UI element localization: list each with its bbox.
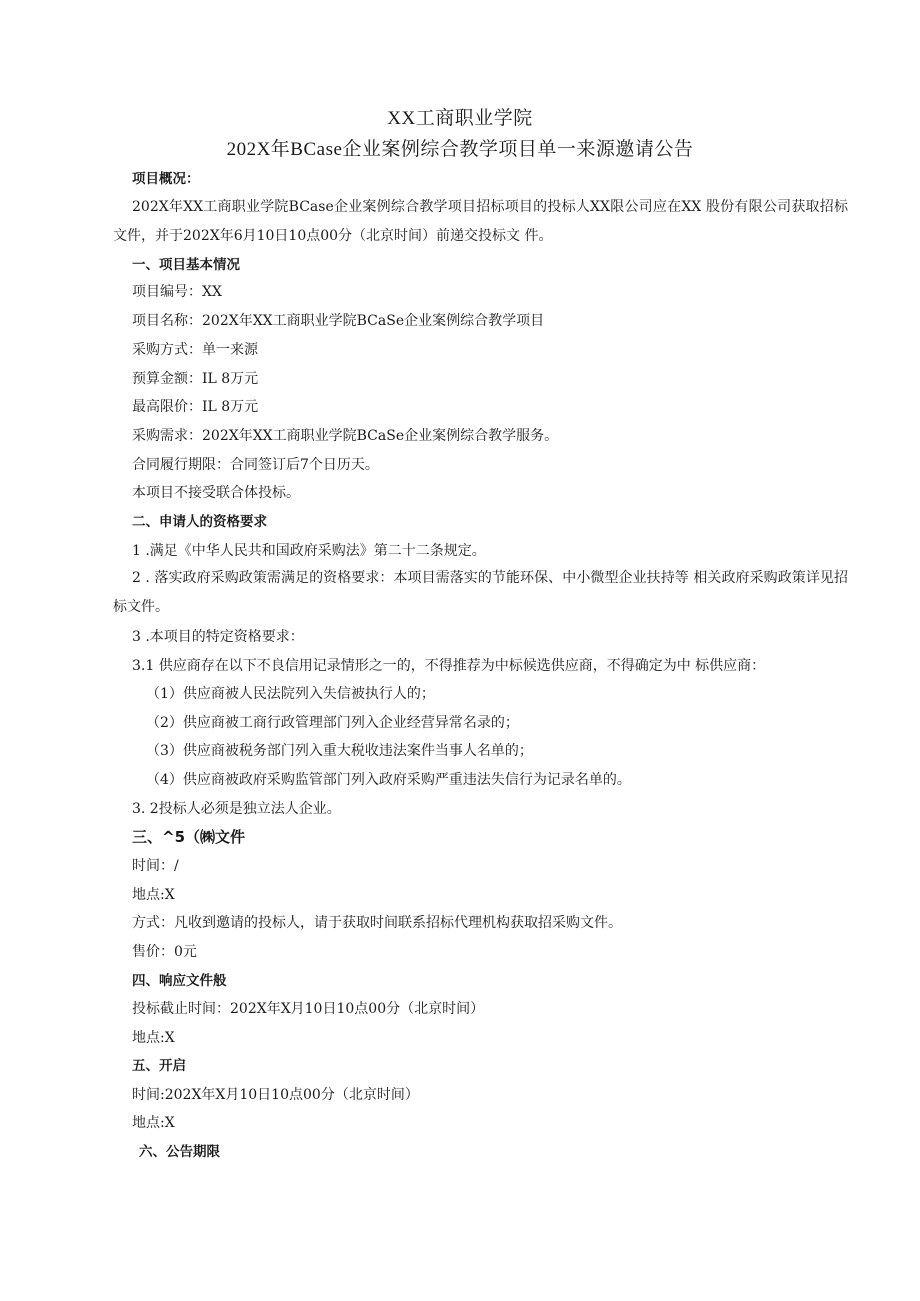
project-name: 项目名称：202X年XX工商职业学院BCaSe企业案例综合教学项目 (132, 313, 545, 329)
credit-condition-1: （1）供应商被人民法院列入失信被执行人的； (146, 686, 435, 702)
announcement-title: 202X年BCase企业案例综合教学项目单一来源邀请公告 (226, 139, 694, 160)
section5-heading: 五、开启 (132, 1058, 186, 1074)
credit-condition-4: （4）供应商被政府采购监管部门列入政府采购严重违法失信行为记录名单的。 (146, 772, 631, 788)
contract-period: 合同履行期限：合同签订后7个日历天。 (132, 457, 379, 473)
requirement-3-2: 3. 2投标人必须是独立法人企业。 (132, 801, 341, 817)
requirement-3: 3 .本项目的特定资格要求： (132, 629, 304, 645)
requirement-1: 1 .满足《中华人民共和国政府采购法》第二十二条规定。 (132, 543, 486, 559)
section1-heading: 一、项目基本情况 (132, 257, 240, 273)
procurement-need: 采购需求：202X年XX工商职业学院BCaSe企业案例综合教学服务。 (132, 428, 559, 444)
opening-time: 时间:202X年X月10日10点00分（北京时间） (132, 1087, 419, 1103)
docs-method: 方式：凡收到邀请的投标人，请于获取时间联系招标代理机构获取招采购文件。 (132, 915, 622, 931)
docs-place: 地点:X (132, 887, 175, 903)
project-number: 项目编号：XX (132, 284, 222, 300)
no-consortium: 本项目不接受联合体投标。 (132, 485, 300, 501)
section3-heading: 三、^5（㈱文件 (132, 828, 246, 846)
opening-place: 地点:X (132, 1115, 175, 1131)
section2-heading: 二、申请人的资格要求 (132, 514, 267, 530)
procurement-method: 采购方式：单一来源 (132, 342, 258, 358)
overview-paragraph: 202X年XX工商职业学院BCase企业案例综合教学项目招标项目的投标人XX限公司应在XX 股份有限公司获取招标文件，并于202X年6月10日10点00分（北京时间）前递交投标文 件。 (113, 199, 848, 244)
section6-heading: 六、公告期限 (139, 1144, 220, 1160)
credit-condition-2: （2）供应商被工商行政管理部门列入企业经营异常名录的； (146, 715, 519, 731)
submission-deadline: 投标截止时间：202X年X月10日10点00分（北京时间） (132, 1001, 485, 1017)
max-price: 最高限价：IL 8万元 (132, 399, 259, 415)
budget-amount: 预算金额：IL 8万元 (132, 371, 259, 387)
institution-title: XX工商职业学院 (387, 108, 533, 129)
section4-heading: 四、响应文件般 (132, 973, 227, 989)
credit-condition-3: （3）供应商被税务部门列入重大税收违法案件当事人名单的； (146, 743, 533, 759)
docs-price: 售价：0元 (132, 944, 197, 960)
overview-heading: 项目概况： (132, 171, 200, 187)
requirement-3-1: 3.1 供应商存在以下不良信用记录情形之一的，不得推荐为中标候选供应商，不得确定为中 标供应商： (132, 658, 766, 674)
requirement-2: 2 . 落实政府采购政策需满足的资格要求：本项目需落实的节能环保、中小微型企业扶持等 相关政府采购政策详见招标文件。 (113, 570, 848, 615)
docs-time: 时间：/ (132, 858, 179, 874)
submission-place: 地点:X (132, 1030, 175, 1046)
